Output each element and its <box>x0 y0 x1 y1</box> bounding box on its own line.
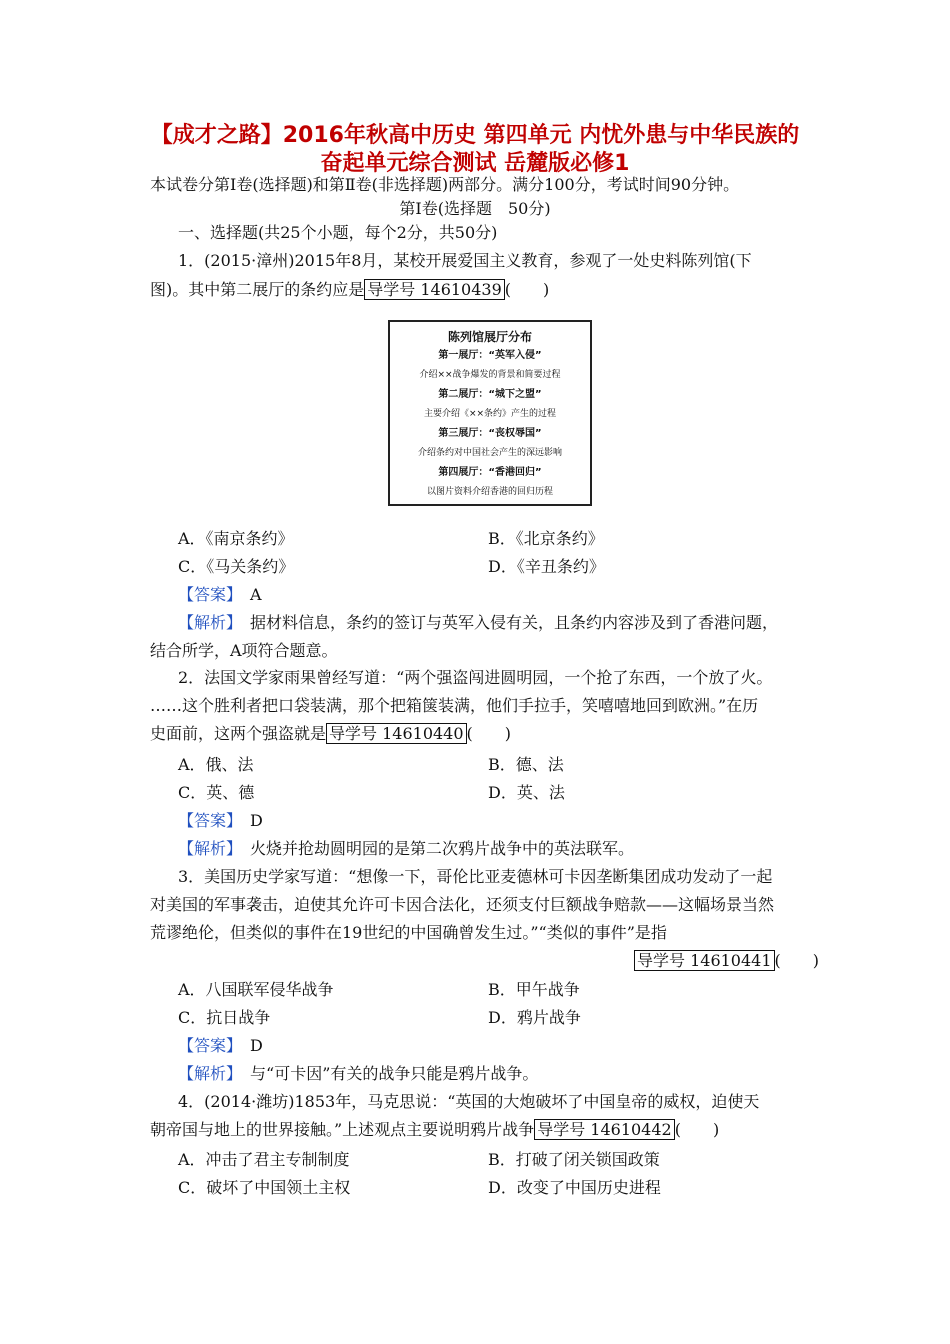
q2-answer-paren: ( ) <box>466 724 512 743</box>
q2-option-c: C．英、德 <box>178 783 255 802</box>
figure-hall-3-desc: 介绍条约对中国社会产生的深远影响 <box>417 447 562 458</box>
figure-hall-2-desc: 主要介绍《××条约》产生的过程 <box>423 408 557 419</box>
q2-answer <box>178 810 263 832</box>
figure-hall-2-title: 第二展厅：“城下之盟” <box>438 389 542 400</box>
q2-stem-line-1: 2．法国文学家雨果曾经写道：“两个强盗闯进圆明园，一个抢了东西，一个放了火。 <box>178 668 773 687</box>
figure-hall-3-title: 第三展厅：“丧权辱国” <box>438 428 542 439</box>
answer-tag: 【答案】 <box>178 585 235 604</box>
document-title-line-2: 奋起单元综合测试 岳麓版必修1 <box>320 151 630 176</box>
q3-reference-line <box>634 950 819 972</box>
q4-stem-line-1: 4．(2014·潍坊)1853年，马克思说：“英国的大炮破坏了中国皇帝的威权，迫使天 <box>178 1092 760 1111</box>
q1-stem-text: 图)。其中第二展厅的条约应是 <box>150 280 365 299</box>
q3-stem-line-1: 3．美国历史学家写道：“想像一下，哥伦比亚麦德林可卡因垄断集团成功发动了一起 <box>178 867 773 886</box>
q4-option-d: D．改变了中国历史进程 <box>488 1178 661 1197</box>
q2-analysis <box>178 838 634 860</box>
q2-analysis-text: 火烧并抢劫圆明园的是第二次鸦片战争中的英法联军。 <box>250 839 635 858</box>
analysis-tag: 【解析】 <box>178 839 235 858</box>
answer-tag: 【答案】 <box>178 811 235 830</box>
q3-stem-line-2: 对美国的军事袭击，迫使其允许可卡因合法化，还须支付巨额战争赔款——这幅场景当然 <box>150 895 775 914</box>
figure-hall-1-desc: 介绍××战争爆发的背景和简要过程 <box>419 369 561 380</box>
q3-option-d: D．鸦片战争 <box>488 1008 581 1027</box>
q3-option-b: B．甲午战争 <box>488 980 580 999</box>
q4-answer-paren: ( ) <box>674 1120 720 1139</box>
q3-reference-number: 导学号 14610441 <box>634 950 775 971</box>
q1-option-d: D．《辛丑条约》 <box>488 557 605 576</box>
q2-answer-value: D <box>250 811 263 830</box>
q1-analysis-line-2: 结合所学，A项符合题意。 <box>150 641 338 660</box>
q4-reference-number: 导学号 14610442 <box>534 1119 675 1140</box>
q3-analysis <box>178 1063 538 1085</box>
q3-answer-value: D <box>250 1036 263 1055</box>
q1-reference-number: 导学号 14610439 <box>364 279 505 300</box>
q1-answer-paren: ( ) <box>504 280 550 299</box>
q2-stem-line-3 <box>150 723 511 745</box>
volume-heading: 第Ⅰ卷(选择题 50分) <box>399 199 551 218</box>
q1-analysis-text: 据材料信息，条约的签订与英军入侵有关，且条约内容涉及到了香港问题， <box>250 613 779 632</box>
q4-option-a: A．冲击了君主专制制度 <box>178 1150 350 1169</box>
q1-answer <box>178 584 262 606</box>
q4-option-c: C．破坏了中国领土主权 <box>178 1178 351 1197</box>
q2-stem-line-2: ……这个胜利者把口袋装满，那个把箱箧装满，他们手拉手，笑嘻嘻地回到欧洲。”在历 <box>150 696 759 715</box>
figure-hall-4-desc: 以图片资料介绍香港的回归历程 <box>426 486 553 497</box>
q1-analysis-line-1 <box>178 612 778 634</box>
q2-option-a: A．俄、法 <box>178 755 254 774</box>
q3-stem-line-3: 荒谬绝伦，但类似的事件在19世纪的中国确曾发生过。”“类似的事件”是指 <box>150 923 667 942</box>
section-heading: 一、选择题(共25个小题，每个2分，共50分) <box>178 223 498 242</box>
q4-option-b: B．打破了闭关锁国政策 <box>488 1150 660 1169</box>
q2-stem-text: 史面前，这两个强盗就是 <box>150 724 327 743</box>
exam-intro: 本试卷分第Ⅰ卷(选择题)和第Ⅱ卷(非选择题)两部分。满分100分，考试时间90分钟。 <box>150 175 740 194</box>
document-title-line-1: 【成才之路】2016年秋高中历史 第四单元 内忧外患与中华民族的 <box>150 123 800 148</box>
q3-answer-paren: ( ) <box>774 951 820 970</box>
q2-option-b: B．德、法 <box>488 755 564 774</box>
q3-option-c: C．抗日战争 <box>178 1008 271 1027</box>
answer-tag: 【答案】 <box>178 1036 235 1055</box>
q1-stem-line-1: 1．(2015·漳州)2015年8月，某校开展爱国主义教育，参观了一处史料陈列馆(下 <box>178 251 752 270</box>
q3-analysis-text: 与“可卡因”有关的战争只能是鸦片战争。 <box>250 1064 539 1083</box>
q1-stem-line-2 <box>150 279 549 301</box>
q1-answer-value: A <box>250 585 262 604</box>
figure-hall-1-title: 第一展厅：“英军入侵” <box>438 350 542 361</box>
q4-stem-line-2 <box>150 1119 719 1141</box>
analysis-tag: 【解析】 <box>178 613 235 632</box>
analysis-tag: 【解析】 <box>178 1064 235 1083</box>
q1-option-c: C．《马关条约》 <box>178 557 295 576</box>
q2-reference-number: 导学号 14610440 <box>326 723 467 744</box>
figure-title: 陈列馆展厅分布 <box>447 330 532 344</box>
q1-option-b: B．《北京条约》 <box>488 529 604 548</box>
figure-hall-4-title: 第四展厅：“香港回归” <box>438 467 542 478</box>
q1-option-a: A．《南京条约》 <box>178 529 294 548</box>
q2-option-d: D．英、法 <box>488 783 565 802</box>
q3-option-a: A．八国联军侵华战争 <box>178 980 334 999</box>
exhibition-hall-figure <box>388 320 592 506</box>
q3-answer <box>178 1035 263 1057</box>
q4-stem-text: 朝帝国与地上的世界接触。”上述观点主要说明鸦片战争 <box>150 1120 535 1139</box>
